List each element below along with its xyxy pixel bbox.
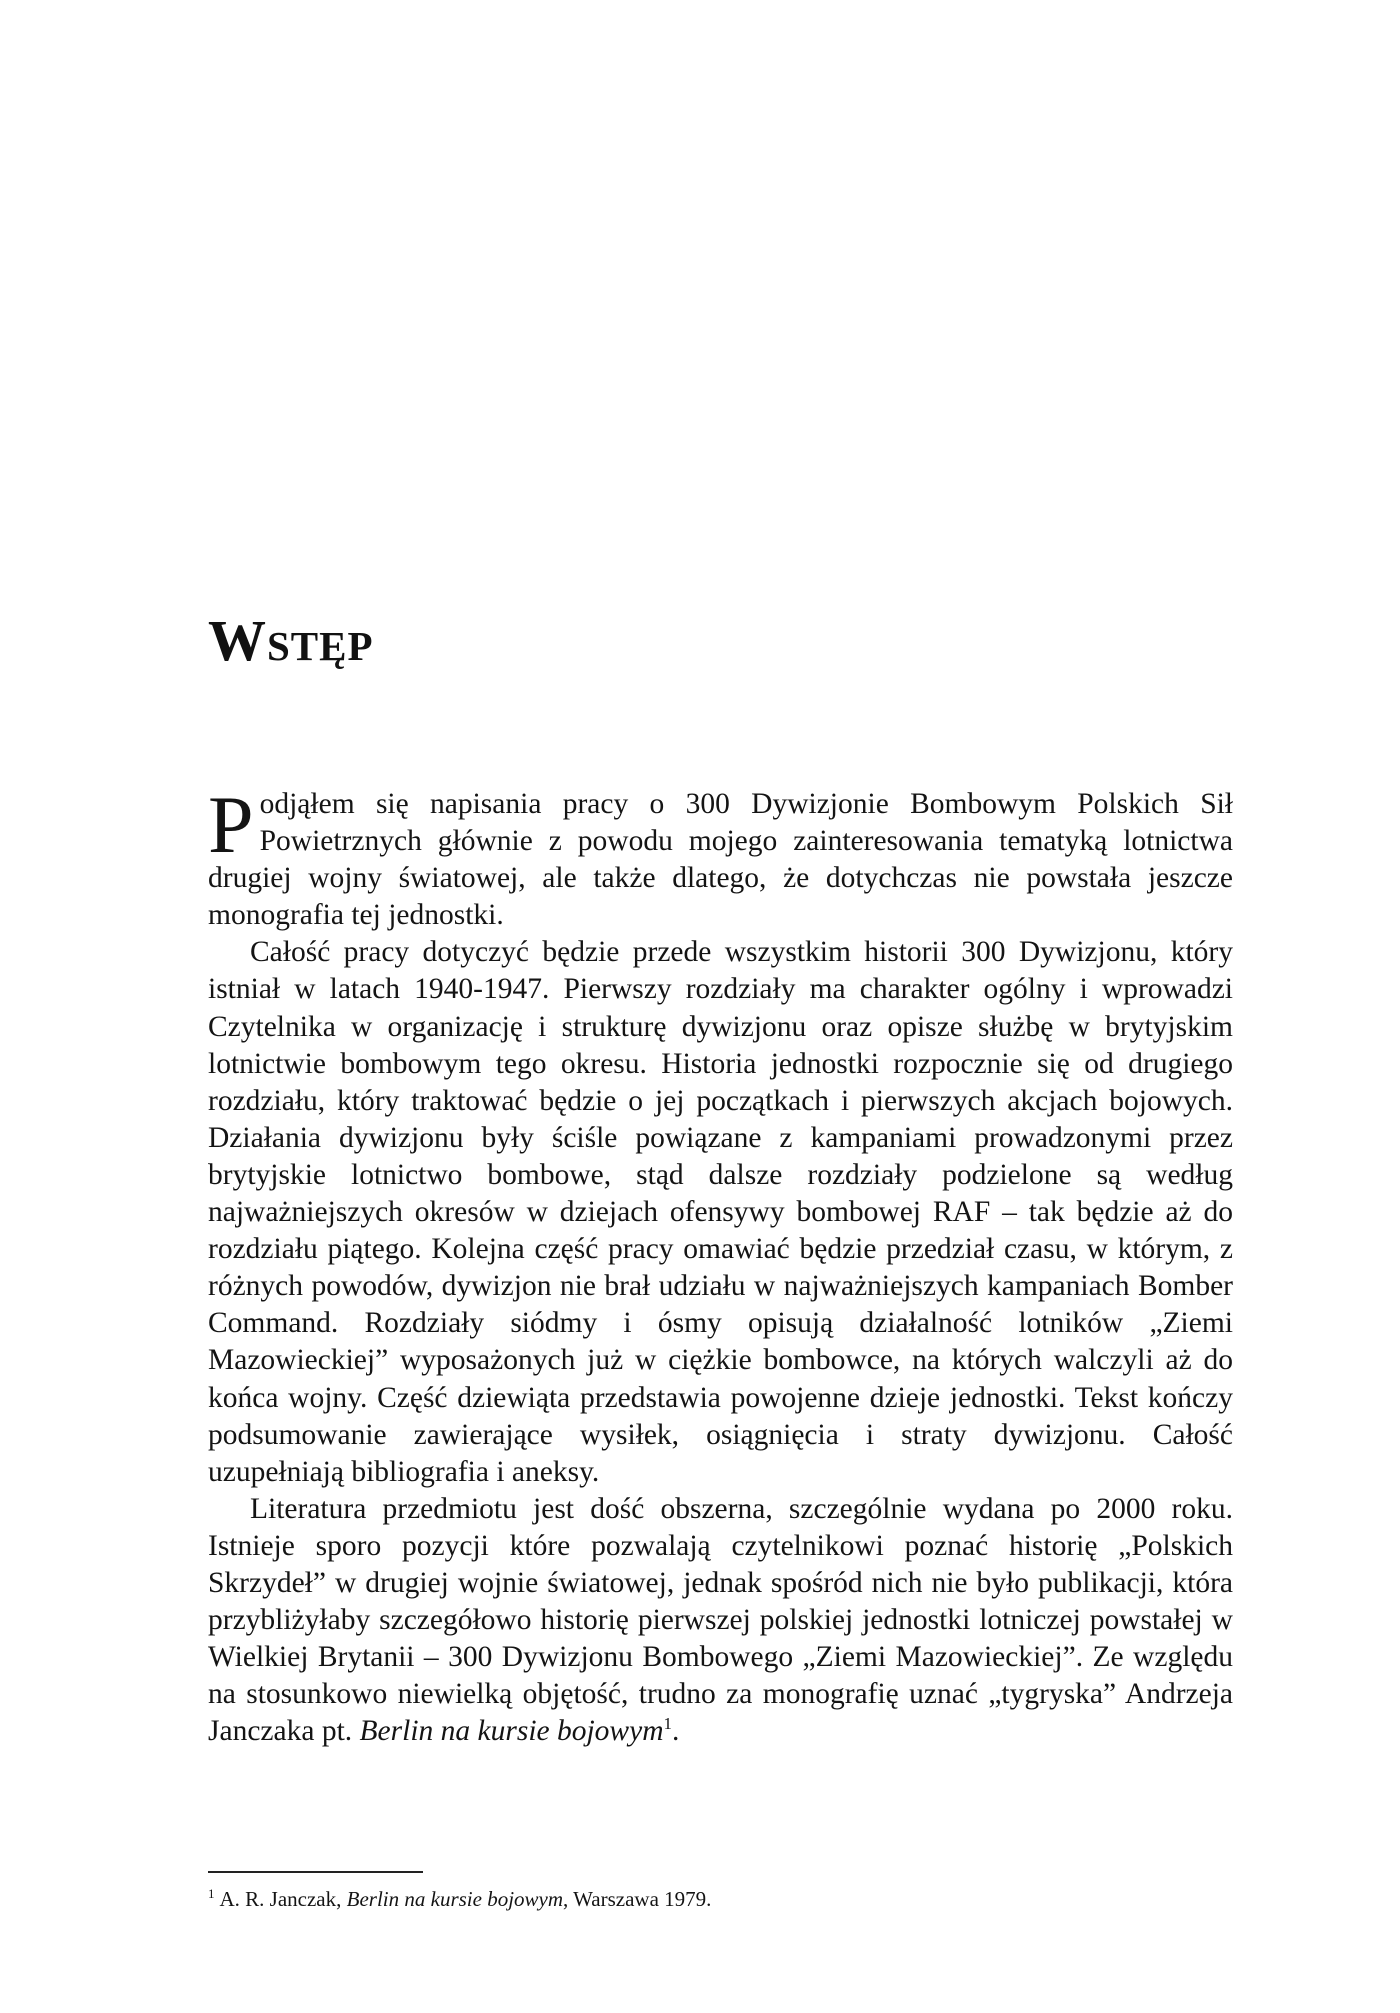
- drop-cap: P: [208, 779, 254, 870]
- paragraph-3: [208, 1491, 1233, 1751]
- footnote-number: 1: [208, 1886, 215, 1901]
- footnote-publication: , Warszawa 1979.: [563, 1887, 712, 1911]
- paragraph-2: Całość pracy dotyczyć będzie przede wszystkim historii 300 Dywizjonu, który istniał w latach 1940-1947. Pierwszy rozdziały ma charakter ogólny i wprowadzi Czytelnika w organizację i strukturę dywizjonu oraz opisze służbę w brytyjskim lotnictwie bombowym tego okresu. Historia jednostki rozpocznie się od drugiego rozdziału, który traktować będzie o jej początkach i pierwszych akcjach bojowych. Działania dywizjonu były ściśle powiązane z kampaniami prowadzonymi przez brytyjskie lotnictwo bombowe, stąd dalsze rozdziały podzielone są według najważniejszych okresów w dziejach ofensywy bombowej RAF – tak będzie aż do rozdziału piątego. Kolejna część pracy omawiać będzie przedział czasu, w którym, z różnych powodów, dywizjon nie brał udziału w najważniejszych kampaniach Bomber Command. Rozdziały siódmy i ósmy opisują działalność lotników „Ziemi Mazowieckiej” wyposażonych już w ciężkie bombowce, na których walczyli aż do końca wojny. Część dziewiąta przedstawia powojenne dzieje jednostki. Tekst kończy podsumowanie zawierające wysiłek, osiągnięcia i straty dywizjonu. Całość uzupełniają bibliografia i aneksy.: [208, 936, 1233, 1488]
- chapter-title: Wstęp: [208, 608, 374, 673]
- footnote-reference[interactable]: 1: [663, 1714, 673, 1734]
- paragraph-1: [208, 779, 1233, 934]
- book-title-italic: Berlin na kursie bojowym: [359, 1715, 664, 1748]
- paragraph-1-text: odjąłem się napisania pracy o 300 Dywizjonie Bombowym Polskich Sił Powietrznych głównie z powodu mojego zainteresowania tematyką lotnictwa drugiej wojny światowej, ale także dlatego, że dotychczas nie powstała jeszcze monografia tej jednostki.: [208, 788, 1233, 932]
- body-text: [208, 779, 1233, 1750]
- paragraph-3-text: Literatura przedmiotu jest dość obszerna, szczególnie wydana po 2000 roku. Istnieje sporo pozycji które pozwalają czytelnikowi poznać historię „Polskich Skrzydeł” w drugiej wojnie światowej, jednak spośród nich nie było publikacji, która przybliżyłaby szczegółowo historię pierwszej polskiej jednostki lotniczej powstałej w Wielkiej Brytanii – 300 Dywizjonu Bombowego „Ziemi Mazowieckiej”. Ze względu na stosunkowo niewielką objętość, trudno za monografię uznać „tygryska” Andrzeja Janczaka pt.: [208, 1492, 1233, 1748]
- paragraph-3-end: .: [672, 1715, 680, 1748]
- footnote-title: Berlin na kursie bojowym: [346, 1887, 564, 1911]
- footnote: [208, 1885, 711, 1913]
- footnote-divider: [208, 1871, 423, 1873]
- footnote-author: A. R. Janczak,: [219, 1887, 347, 1911]
